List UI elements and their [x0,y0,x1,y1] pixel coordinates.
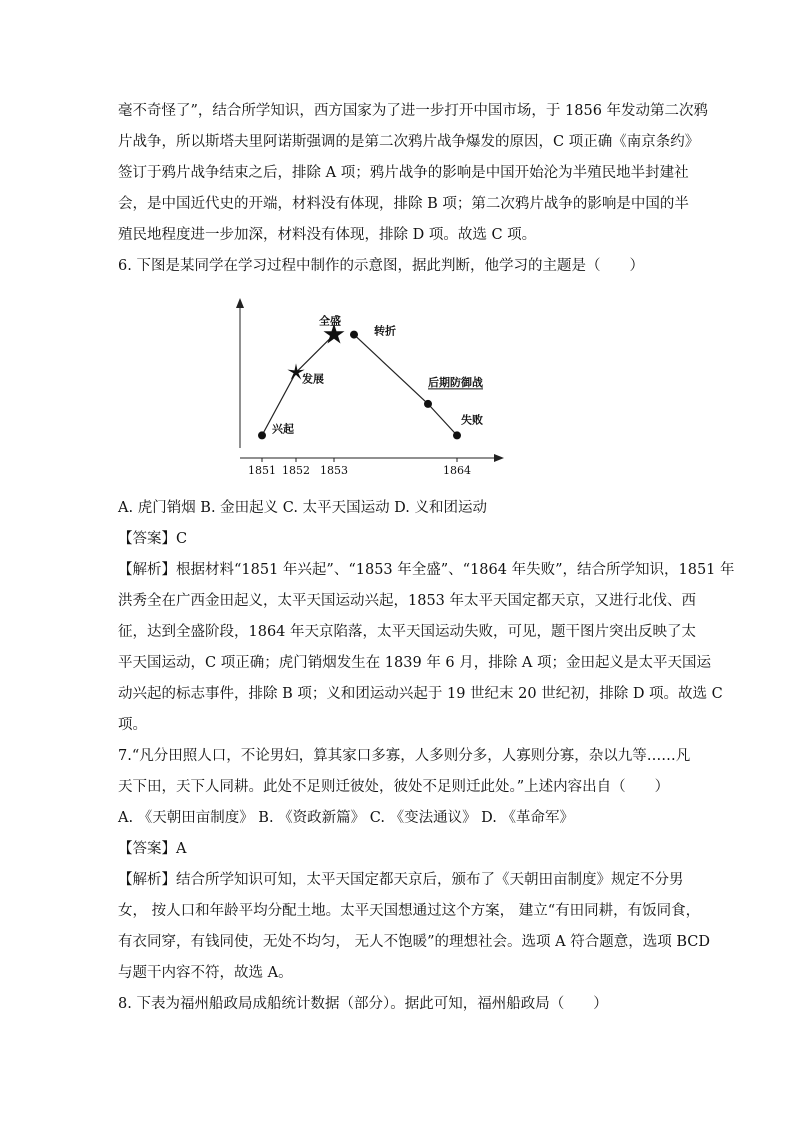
paragraph-line: 殖民地程度进一步加深，材料没有体现，排除 D 项。故选 C 项。 [118,227,537,243]
point-label: 转折 [374,324,396,338]
analysis-line: 【解析】根据材料“1851 年兴起”、“1853 年全盛”、“1864 年失败”，结合所学知识，1851 年 [118,562,735,578]
data-point [453,431,461,439]
question-6-options: A. 虎门销烟 B. 金田起义 C. 太平天国运动 D. 义和团运动 [118,500,488,516]
x-tick-label: 1852 [282,464,310,477]
paragraph-line: 毫不奇怪了”，结合所学知识，西方国家为了进一步打开中国市场，于 1856 年发动第二次鸦 [118,103,709,119]
y-axis-arrow [236,298,244,308]
analysis-line: 项。 [118,717,147,733]
paragraph-line: 片战争，所以斯塔夫里阿诺斯强调的是第二次鸦片战争爆发的原因，C 项正确《南京条约》 [118,134,700,150]
question-7-stem: 天下田，天下人同耕。此处不足则迁彼处，彼处不足则迁此处。”上述内容出自（ ） [118,779,670,795]
x-tick-label: 1851 [248,464,276,477]
analysis-line: 动兴起的标志事件，排除 B 项；义和团运动兴起于 19 世纪末 20 世纪初，排除 D 项。故选 C [118,686,723,702]
point-label: 发展 [302,372,324,386]
question-6-stem: 6. 下图是某同学在学习过程中制作的示意图，据此判断，他学习的主题是（ ） [118,258,644,274]
data-point [258,431,266,439]
x-axis-arrow [494,454,504,462]
analysis-line: 女， 按人口和年龄平均分配土地。太平天国想通过这个方案， 建立“有田同耕，有饭同食， [118,903,701,919]
point-label: 兴起 [272,422,294,436]
analysis-line: 与题干内容不符，故选 A。 [118,965,293,981]
paragraph-line: 会，是中国近代史的开端，材料没有体现，排除 B 项；第二次鸦片战争的影响是中国的半 [118,196,689,212]
timeline-chart [228,296,518,478]
point-label: 全盛 [319,314,341,328]
series-line-segment [296,335,334,373]
question-7-stem: 7.“凡分田照人口，不论男妇，算其家口多寡，人多则分多，人寡则分寡，杂以九等……凡 [118,748,691,764]
analysis-line: 有衣同穿，有钱同使，无处不均匀， 无人不饱暖”的理想社会。选项 A 符合题意，选项 BCD [118,934,710,950]
data-point [350,331,358,339]
analysis-line: 平天国运动，C 项正确；虎门销烟发生在 1839 年 6 月，排除 A 项；金田起义是太平天国运 [118,655,711,671]
question-8-stem: 8. 下表为福州船政局成船统计数据（部分）。据此可知，福州船政局（ ） [118,996,608,1012]
series-line-segment [428,404,457,436]
analysis-line: 【解析】结合所学知识可知，太平天国定都天京后，颁布了《天朝田亩制度》规定不分男 [118,872,684,888]
data-point [424,400,432,408]
x-tick-label: 1853 [320,464,348,477]
question-7-answer: 【答案】A [118,841,187,857]
point-label: 失败 [461,413,483,427]
x-tick-label: 1864 [443,464,471,477]
series-line-segment [354,335,428,404]
question-6-answer: 【答案】C [118,531,188,547]
paragraph-line: 签订于鸦片战争结束之后，排除 A 项；鸦片战争的影响是中国开始沦为半殖民地半封建社 [118,165,689,181]
analysis-line: 洪秀全在广西金田起义，太平天国运动兴起，1853 年太平天国定都天京，又进行北伐、西 [118,593,697,609]
point-label: 后期防御战 [428,375,483,389]
analysis-line: 征，达到全盛阶段，1864 年天京陷落，太平天国运动失败，可见，题干图片突出反映了太 [118,624,697,640]
question-7-options: A. 《天朝田亩制度》 B. 《资政新篇》 C. 《变法通议》 D. 《革命军》 [118,810,575,826]
